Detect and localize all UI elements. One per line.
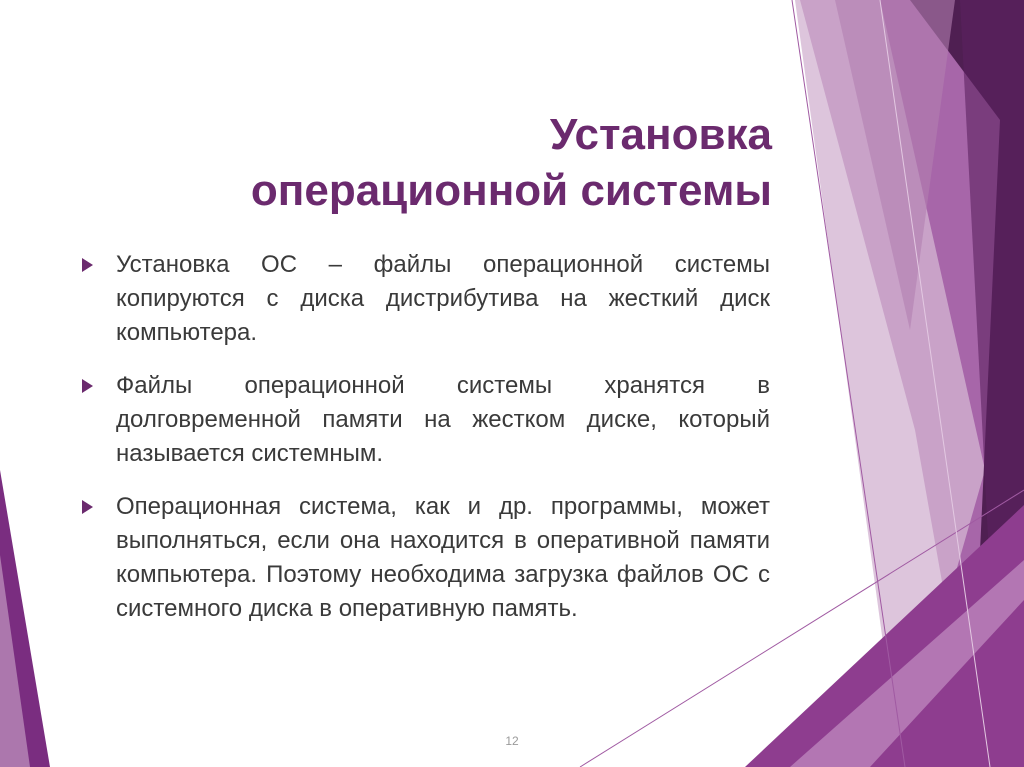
- triangle-right-icon: [82, 258, 93, 272]
- bullet-item: [78, 248, 770, 350]
- title-line-1: Установка: [549, 110, 772, 160]
- triangle-right-icon: [82, 500, 93, 514]
- bullet-text: Файлы операционной системы хранятся в долговременной памяти на жестком диске, который называется системным.: [116, 372, 770, 467]
- triangle-right-icon: [82, 379, 93, 393]
- bullet-list: [78, 248, 770, 645]
- bullet-item: [78, 369, 770, 471]
- page-number: 12: [505, 734, 519, 748]
- bullet-item: [78, 490, 770, 626]
- bullet-text: Операционная система, как и др. программы, может выполняться, если она находится в оперативной памяти компьютера. Поэтому необходима загрузка файлов ОС с системного диска в оперативную память.: [116, 493, 770, 622]
- slide-title: [150, 107, 772, 219]
- bullet-text: Установка ОС – файлы операционной системы копируются с диска дистрибутива на жесткий диск компьютера.: [116, 251, 770, 346]
- title-line-2: операционной системы: [250, 166, 772, 216]
